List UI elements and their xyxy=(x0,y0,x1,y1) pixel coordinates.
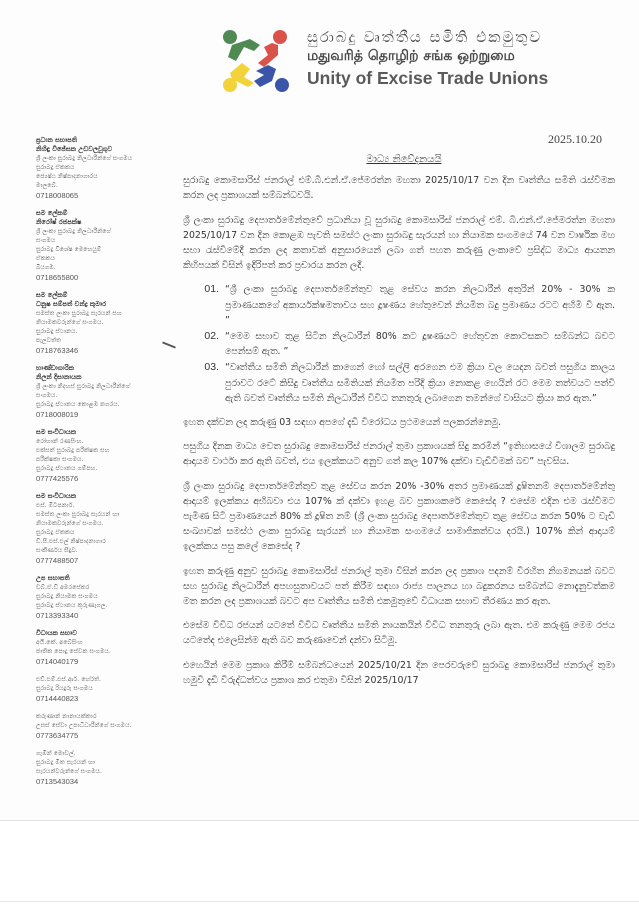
officer-line: ගැඹින් මොඩල්. xyxy=(36,750,76,757)
paragraph: එහෙයින් මෙම ප්‍රකාශ කිරීම් සම්බන්ධයෙන් 2025/10/21 දින පෙරවරුවේ සුරාබදු කොමසාරිස් ජනරාල් තුමා හමුවී දැඩි විරුද්ධත්වය ප්‍රකාශ කර එතුමා විසින් 2025/10/17 xyxy=(183,659,615,686)
officer-line: ජ්‍යෙෂ්ඨ නිෂ්පාදනාගාරය xyxy=(36,173,98,180)
claim-index: 02. xyxy=(204,330,219,343)
officer-phone: 0718008065 xyxy=(36,191,79,200)
officer-entry xyxy=(36,712,158,741)
officer-name: ධනුෂ සම්පත් චන්ද්‍ර කුමාර xyxy=(36,300,107,308)
document-title: මාධ්‍ය නිවේදනයයි xyxy=(366,154,442,165)
officer-entry xyxy=(36,629,158,667)
paragraph: සුරාබදු කොමසාරිස් ජනරාල් එම්.බී.එන්.ඒ.ජේමරත්න මහතා 2025/10/17 වන දින වෘත්තීය සමිති රැස්වීමක කරන ලද ප්‍රකාශයක් සම්බන්ධවයි. xyxy=(183,175,615,202)
officer-entry xyxy=(36,291,158,356)
paragraph: පසුගිය දිනක මාධ්‍ය වෙත සුරාබදු කොමසාරිස් ජනරාල් තුමා ප්‍රකාශයක් සිදු කරමින් “ඉතිහාසයේ විශාලම සුරාබදු ආදායම වාර්ථා කර ඇති බවත්, එය ඉලක්කයට අනුව ගත් කල 107% දක්වා වැඩිවීමක් බව” පැවසිය. xyxy=(183,441,615,468)
officer-entry xyxy=(36,492,158,566)
claim-item xyxy=(183,360,615,406)
officer-phone: 0713393340 xyxy=(36,611,79,620)
union-logo-icon xyxy=(220,25,292,97)
officer-line: ජාතික පොදු සේවක සංගමය. xyxy=(36,648,111,655)
officer-line: ශ්‍රී ලංකා නිදහස් සුරාබදු නිලධාරීන්ගේ xyxy=(36,383,130,390)
officer-line: සංගමය. xyxy=(36,392,58,399)
officer-line: නියාමකවරුන්ගේ සංගමය. xyxy=(36,319,104,326)
officer-name: නිලන් දිසානායක xyxy=(36,373,82,381)
officer-phone: 0718008019 xyxy=(36,410,79,419)
claim-text: “මෙම සභාව තුළ සිටින නිලධාරීන් 80% කට දූෂණයට හේතුවන කොටසකට සම්බන්ධ බවට පෙන්සම් ඇත. ” xyxy=(225,331,615,358)
officer-entry xyxy=(36,209,158,283)
officer-line: සුරාබදු ස්ථානය කුරුණෑගල. xyxy=(36,602,108,609)
officer-line: පරීක්ෂකා සංගමය. xyxy=(36,456,84,463)
officer-role: ප්‍රධාන සභාපති xyxy=(36,136,78,144)
claim-text: “ශ්‍රී ලංකා සුරාබදු දෙපාර්තමේන්තුව තුළ සේවය කරන නිලධාරීන් අතුරින් 20% - 30% ක ප්‍රමාණයකගේ අකාර්යක්ෂමතාවය සහ දූෂණය හේතුවෙන් නියමිත බදු ප්‍රමාණය රටට අහිමි වී ඇත. ” xyxy=(225,284,615,326)
officer-line: සංගමය xyxy=(36,237,56,244)
officer-entry xyxy=(36,364,158,420)
officer-line: ඒකකය xyxy=(36,255,56,262)
officer-line: බියගම. xyxy=(36,264,56,271)
officer-role: විධායක සභාව xyxy=(36,629,78,637)
paragraph: එසේම විවිධ රජයන් යටතේ විවිධ වෘත්තීය සමිති නායකයින් විවිධ තනතුරු ලබා ඇත. එම කරුණු මෙම රජය යටතේද එලෙසින්ම ඇති බව කරුණාවෙන් දන්වා සිටිමු. xyxy=(183,620,615,647)
officer-line: සුරාබදු ඒකකය xyxy=(36,164,75,171)
officer-phone: 0773634775 xyxy=(36,731,79,740)
paragraph: ශ්‍රී ලංකා සුරාබදු දෙපාර්තමේන්තුවේ ප්‍රධානියා වූ සුරාබදු කොමසාරිස් ජනරාල් එම්. බී.එන්.ඒ.ජේමරත්න මහතා 2025/10/17 වන දින කොළඹ පැවති සමස්ථ ලංකා සුරාබදු සැරයන් හා නියාමක සංගමයේ 74 වන වාර්ෂික මහ සභා රැස්වීමේදී කරන ලද කතාවක් අනුසාරයෙන් ලබා ගත් පහත කරුණු ලංකාවේ ප්‍රසිද්ධ මාධ්‍ය ආයතන කිහිපයක් විසින් ඉදිරිපත් කර ප්‍රචාරය කරන ලදී. xyxy=(183,214,615,272)
officer-phone: 0714040179 xyxy=(36,657,79,666)
officer-entry xyxy=(36,574,158,621)
officer-line: ඩබ්.ඒ.ඩී අමරසේකර xyxy=(36,584,90,591)
claim-text: “වෘත්තීය සමිති නිලධාරීන් කාගෙන් හෝ සල්ලි අරගෙන එම ක්‍රියා වල යෙදන බවත් පසුගිය කාලය පුරාවට රටේ කිසිදු වෘත්තීය සමිතියක් නියමිත පරිදි ක්‍රියා නොකළ හෙයින් රට මෙම තත්වයට පත්වී ඇති බවත් වෘත්තීය සමිති නිලධාරීන් විවිධ තනතුරු ලබාගෙන තමන්ගේ වාසියට ක්‍රියා කර ඇත.” xyxy=(225,362,615,404)
officer-line: සුරාබදු ඒකකය xyxy=(36,529,75,536)
officer-phone: 0777488507 xyxy=(36,556,79,565)
officers-sidebar xyxy=(36,136,158,795)
officer-line: කරුණාන් නානායක්කාර xyxy=(36,713,97,720)
officer-phone: 0718763346 xyxy=(36,346,79,355)
officer-role: උප සභාපති xyxy=(36,574,70,582)
org-name-sinhala: සුරාබදු වෘත්තීය සමිති එකමුතුව xyxy=(307,28,543,46)
officer-line: සුරාබදු විශේෂ මෙහෙයුම් xyxy=(36,246,102,253)
officer-role: සම සංවිධායක xyxy=(36,428,77,436)
officer-line: එක්සත් සුරාබදු පරීක්ෂක සහ xyxy=(36,447,110,454)
officer-entry xyxy=(36,136,158,201)
org-name-tamil: மதுவரித் தொழிற் சங்க ஒற்றுமை xyxy=(307,48,515,64)
officer-phone: 0718655800 xyxy=(36,273,79,282)
document-date: 2025.10.20 xyxy=(548,132,602,146)
officer-line: සැරයන්වරුන්ගේ සංගමය. xyxy=(36,768,102,775)
paragraph: ශ්‍රී ලංකා සුරාබදු දෙපාර්තමේන්තුව තුළ සේවය කරන 20% -30% අතර ප්‍රමාණයක් දූෂිතනම් දෙපාර්තමේන්තු ආදායම් ඉලක්කය අභිබවා එය 107% ක් දක්වා ඉහළ බව ප්‍රකාශකරේ කෙසේද ? එසේම එදින එම රැස්වීමට පැමිණ සිටි ප්‍රමාණයෙන් 80% ක් දූෂිත නම් (ශ්‍රී ලංකා සුරාබදු දෙපාර්තමේන්තුව තුළ සේවය කරන 50% ට වැඩි සංඛ්‍යාවක් සමස්ථ ලංකා සුරාබදු සැරයන් හා නියාමක සංගමයේ සාමාජිකත්වය දරයි.) 107% කින් ආදායම් ඉලක්කය පසු කලේ කෙසේද ? xyxy=(183,480,615,553)
officer-line: අයි.කේ. අබේසිංහ xyxy=(36,639,83,646)
press-release-body xyxy=(183,130,615,697)
officer-line: සුරාබදු ස්ථානය. xyxy=(36,328,78,335)
officer-line: සංකීර්ණය සීදුව. xyxy=(36,547,78,554)
officer-line: පැලවත්ත xyxy=(36,337,62,344)
officer-line: සුරාබදු මිත සැරයන් හා xyxy=(36,759,96,766)
officer-line: සමස්ත ලංකා සුරාබදු සැරයන් සහ xyxy=(36,310,122,317)
officer-line: මාලබේ. xyxy=(36,182,58,189)
claim-index: 03. xyxy=(204,361,219,374)
officer-line: රෝහාන් රණසිංහ. xyxy=(36,438,84,445)
officer-name: නිරෝෂ් රජපක්ෂ xyxy=(36,218,82,226)
page-gap xyxy=(0,820,639,904)
officer-entry xyxy=(36,428,158,484)
claim-item xyxy=(183,282,615,328)
officer-line: ශ්‍රී ලංකා සුරාබදු නිලධාරීන්ගේ xyxy=(36,228,111,235)
officer-line: සුරාබදු ස්ථානය ගම්පහ. xyxy=(36,465,98,472)
officer-role: භාණ්ඩාගාරික xyxy=(36,364,75,372)
officer-role: සම ලේකම් xyxy=(36,209,68,217)
officer-line: නියාමකවරුන්ගේ සංගමය. xyxy=(36,520,104,527)
paragraph: ඉහත දක්වන ලද කරුණු 03 සඳහා අපගේ දැඩි විරෝධය ප්‍රථමයෙන් පලකරන්නෙමු. xyxy=(183,417,502,429)
org-name-english: Unity of Excise Trade Unions xyxy=(307,68,549,88)
officer-entry xyxy=(36,749,158,787)
officer-line: එච්.එම්.එස්.ආර්. හේරත්. xyxy=(36,676,102,683)
officer-line: සුරාබදු ස්ථානය කොළඹ නගරය. xyxy=(36,401,120,408)
officer-line: සමස්ත ලංකා සුරාබදු සැරයන් හා xyxy=(36,511,120,518)
officer-line: සුරාබදු නියාමක සංගමය xyxy=(36,593,98,600)
org-names xyxy=(307,28,548,89)
officer-phone: 0777425576 xyxy=(36,474,79,483)
officer-entry xyxy=(36,675,158,704)
pen-mark xyxy=(162,341,176,348)
officer-name: නිහිඳු විජේසක උඩවලවුගුව xyxy=(36,145,113,153)
paragraph: ඉහත කරුණු අනුව සුරාබදු කොමසාරිස් ජනරාල් තුමා විසින් කරන ලද ප්‍රකාශ පදනම් විරහිත නිගමනයක් බවට සහ සුරාබදු නිලධාරීන් අපහසුතාවයට පත් කිරීම සඳහා රාජ්‍ය පාලනය හා බදුකරනය සම්බන්ධ නොදැනුවත්කම මත කරන ලද ප්‍රකාශයක් බවට අප වෘත්තීය සමිති එකමුතුවේ විධායක සභාව තීරණය කර ඇත. xyxy=(183,565,615,608)
officer-phone: 0713543034 xyxy=(36,777,79,786)
claim-item xyxy=(183,329,615,359)
officer-phone: 0714440823 xyxy=(36,694,79,703)
page-divider xyxy=(0,901,639,902)
officer-line: ශ්‍රී ලංකා සුරාබදු නිලධාරීන්ගේ සංගමය xyxy=(36,155,133,162)
officer-role: සම ලේකම් xyxy=(36,291,68,299)
officer-role: සම සංවිධායක xyxy=(36,492,77,500)
officer-line: එස්. මිටපනාර්. xyxy=(36,502,75,509)
claims-list xyxy=(183,282,615,406)
officer-line: සුරාබදු රියදුරු සංගමය xyxy=(36,685,93,692)
officer-line: ඩී.සී.එස්.එල් නිෂ්පාදනාගාර xyxy=(36,538,106,545)
officer-line: උසස් සේවා උපාධිධාරීන්ගේ සංගමය. xyxy=(36,722,132,729)
claim-index: 01. xyxy=(204,283,219,296)
